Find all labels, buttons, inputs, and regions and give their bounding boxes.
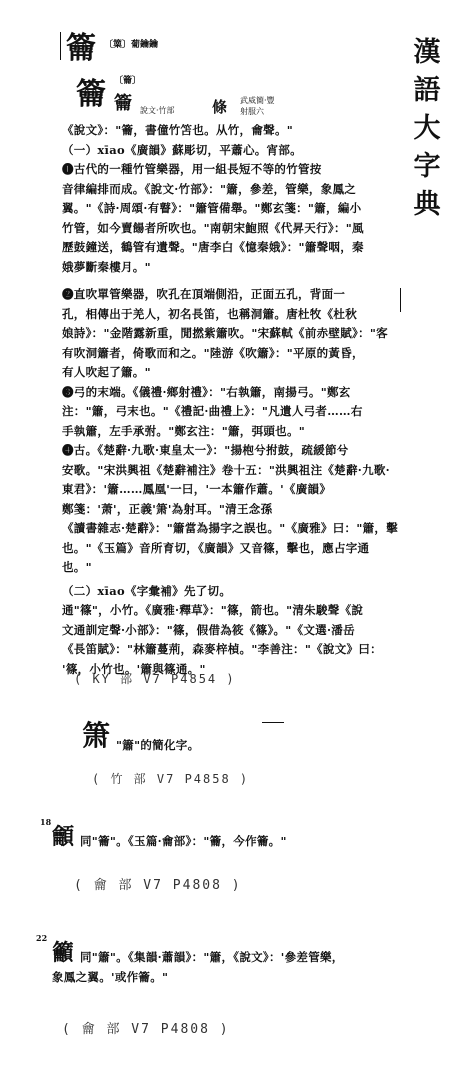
entry4-handwritten-note: ( 龠 部 V7 P4808 ) [62,1022,230,1037]
entry1-line: ❹古。《楚辭·九歌·東皇太一》："揚枹兮拊鼓，疏緩節兮 [62,443,349,457]
entry4-text-line2: 象鳳之翼。'或作籥。" [52,970,169,984]
margin-mark [400,288,401,312]
entry1-line: 有人吹起了簫。" [62,365,151,379]
entry1-line: 注："簫，弓末也。"《禮記·曲禮上》："凡遺人弓者……右 [62,404,363,418]
entry1-variant-char-a: 籥 [76,77,106,112]
entry1-line: 歷鼓鐘送，鶴管有遺聲。"唐李白《憶秦娥》："簫聲咽，秦 [62,240,364,254]
entry1-line: 《讀書雜志·楚辭》："簫當為揚字之誤也。"《廣雅》曰："簫，擊 [62,521,399,535]
entry1-line: 《說文》："籥，書僮竹笘也。从竹，龠聲。" [62,123,294,137]
entry4-head-char: 籲 [52,940,75,966]
separator-dash [262,722,284,723]
book-title-char: 漢 [413,37,441,68]
entry3-handwritten-note: ( 龠 部 V7 P4808 ) [74,878,242,893]
entry4-text-line1: 同"簫"。《集韻·蕭韻》："簫，《說文》：'參差管樂， [80,950,344,964]
book-title-char: 語 [413,75,441,106]
entry1-variant-char-b: 籥 [114,93,132,114]
entry1-variant-source-left: 說文·竹部 [140,106,175,115]
entry1-line: 竹管，如今賣餳者所吹也。"南朝宋鮑照《代昇天行》："風 [62,220,364,235]
book-title [409,34,445,224]
entry1-line: ❸弓的末端。《儀禮·鄉射禮》："右執簫，南揚弓。"鄭玄 [62,384,351,399]
entry1-line: （二）xīao《字彙補》先了切。 [62,583,232,598]
entry1-variant-label: 〔籥〕 [114,76,142,86]
entry1-line: 有吹洞簫者，倚歌而和之。"陸游《吹簫》："平原的黃昏， [62,345,364,360]
book-title-char: 大 [413,113,441,144]
entry1-variant-source-right-1: 武威簡·豐 [240,96,275,105]
entry1-variant-mid-char: 條 [212,98,228,116]
entry1-line: 《長笛賦》："林簫蔓荊，森麥梓楨。"李善注："《說文》曰： [62,642,382,656]
entry1-line: 安歌。"宋洪興祖《楚辭補注》卷十五："洪興祖注《楚辭·九歌· [62,462,390,477]
entry1-line: 音律編排而成。《說文·竹部》："簫，參差，管樂，象鳳之 [62,181,357,196]
entry3-head-char: 龥 [52,824,75,850]
entry1-line: 手執簫，左手承弣。"鄭玄注："簫，弭頭也。" [62,423,306,438]
entry1-line: 鄭箋：'萧'，正義'箫'為射耳。"清王念孫 [62,501,273,516]
entry1-line: 文通訓定聲·小部》："篠，假借為筱《篠》。"《文選·潘岳 [62,622,355,637]
entry1-line: 娘詩》："金階露新重，閒撚紫簫吹。"宋蘇軾《前赤壁賦》："客 [62,326,388,340]
entry3-text: 同"籥"。《玉篇·龠部》："籥，今作籥。" [80,834,287,848]
book-title-char: 字 [413,151,441,182]
entry4-stroke-count: 22 [36,933,48,943]
entry1-line: 東君》：'簫……鳳凰'一曰，'一本簫作蕭。'《廣韻》 [62,482,332,496]
entry1-variant-source-right-2: 射服六 [240,107,264,116]
entry1-body [62,121,404,679]
book-title-char: 典 [413,189,441,220]
entry1-head-char: 籥 [66,31,96,66]
entry1-line: （一）xīao《廣韻》蘇彫切，平蕭心。宵部。 [62,142,302,157]
entry1-line: 孔，相傳出于羌人，初名長笛，也稱洞簫。唐杜牧《杜秋 [62,306,357,321]
entry1-line: '篠，小竹也。'簫與篠通。" [62,661,206,676]
entry1-handwritten-note: ( KY 部 V7 P4854 ) [74,672,236,686]
entry1-line: 翼。"《詩·周頌·有瞽》："簫管備舉。"鄭玄箋："簫，編小 [62,201,362,215]
entry1-line: 通"篠"，小竹。《廣雅·釋草》："篠，箭也。"清朱駿聲《說 [62,603,364,617]
entry1-line: ❶古代的一種竹管樂器，用一組長短不等的竹管按 [62,162,322,176]
entry1-line: 也。"《玉篇》音所育切，《廣韻》又音篠，擊也，應占字通 [62,540,370,555]
entry1-line: 娥夢斷秦樓月。" [62,259,151,274]
entry2-text: "簫"的簡化字。 [116,738,200,752]
entry3-stroke-count: 18 [40,817,52,827]
entry2-head-char: 箫 [82,719,111,752]
entry1-line: 也。" [62,560,92,574]
entry2-handwritten-note: ( 竹 部 V7 P4858 ) [92,772,250,786]
entry1-head-note: 〔篥〕葡鑰鑰 [104,40,159,50]
margin-rule [60,32,61,60]
entry1-line: ❷直吹單管樂器，吹孔在頂端側沿，正面五孔，背面一 [62,287,346,301]
